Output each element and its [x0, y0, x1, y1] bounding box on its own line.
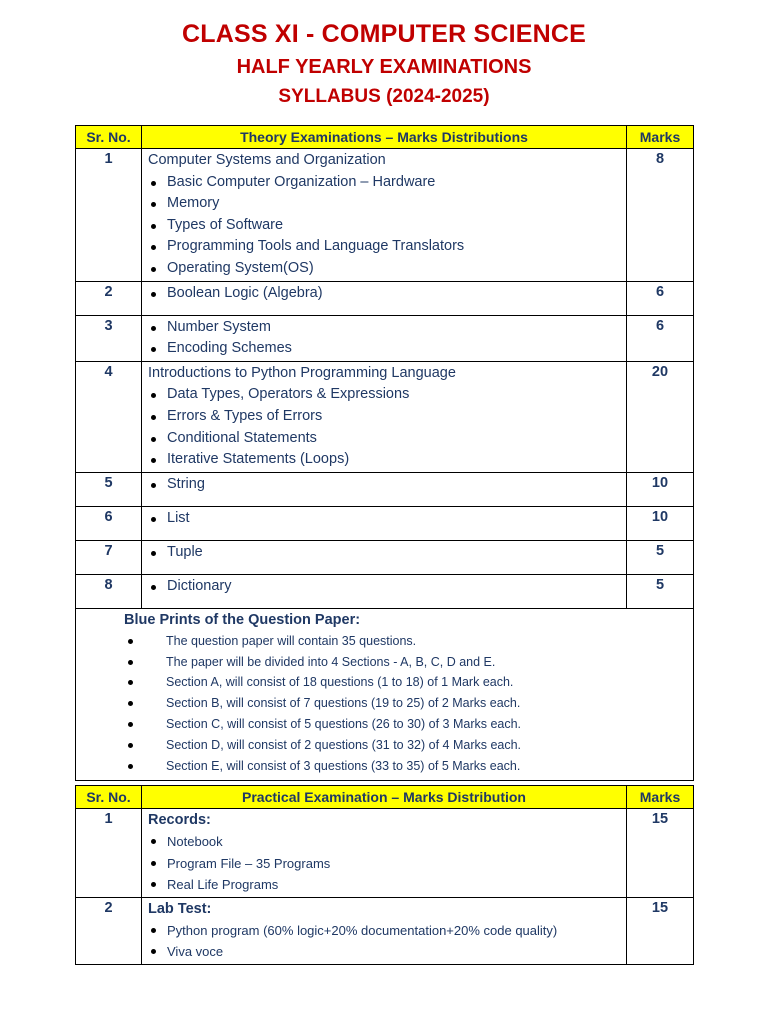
practical-item: Real Life Programs: [148, 874, 626, 896]
row-topics: [142, 472, 627, 506]
blueprint-item: Section D, will consist of 2 questions (31 to 32) of 4 Marks each.: [76, 735, 693, 756]
topic-item: List: [148, 508, 626, 530]
table-row: [76, 149, 694, 282]
header-sr-no: Sr. No.: [76, 126, 142, 149]
practical-heading: Records:: [148, 812, 211, 828]
row-marks: 8: [627, 149, 694, 282]
row-sr-no: 7: [76, 540, 142, 574]
table-row: [76, 574, 694, 608]
row-topics: [142, 361, 627, 472]
document-title: CLASS XI - COMPUTER SCIENCE: [181, 20, 587, 48]
table-row: [76, 506, 694, 540]
row-topics: [142, 809, 627, 898]
topic-item: Errors & Types of Errors: [148, 406, 626, 428]
header-description: Theory Examinations – Marks Distributions: [142, 126, 627, 149]
exam-subtitle: HALF YEARLY EXAMINATIONS: [236, 56, 532, 78]
practical-item: Python program (60% logic+20% documentation+20% code quality): [148, 920, 626, 942]
row-marks: 6: [627, 315, 694, 361]
row-sr-no: 6: [76, 506, 142, 540]
practical-item: Program File – 35 Programs: [148, 853, 626, 875]
table-header-row: [76, 126, 694, 149]
topic-title: Introductions to Python Programming Language: [148, 364, 456, 381]
row-topics: [142, 897, 627, 964]
topic-item: Memory: [148, 193, 626, 215]
blueprint-item: The paper will be divided into 4 Sections - A, B, C, D and E.: [76, 652, 693, 673]
row-sr-no: 2: [76, 281, 142, 315]
topic-item: Number System: [148, 317, 626, 339]
header-marks: Marks: [627, 126, 694, 149]
row-topics: [142, 506, 627, 540]
row-topics: [142, 540, 627, 574]
topic-title: Computer Systems and Organization: [148, 152, 386, 168]
row-marks: 15: [627, 809, 694, 898]
row-sr-no: 8: [76, 574, 142, 608]
topic-item: Tuple: [148, 542, 626, 564]
blueprint-heading: Blue Prints of the Question Paper:: [124, 611, 361, 628]
row-topics: [142, 574, 627, 608]
row-sr-no: 3: [76, 315, 142, 361]
header-sr-no: Sr. No.: [76, 786, 142, 809]
practical-item: Notebook: [148, 831, 626, 853]
blueprint-section: [76, 608, 694, 781]
table-row: [76, 540, 694, 574]
table-row: [76, 897, 694, 964]
topic-item: Boolean Logic (Algebra): [148, 283, 626, 305]
topic-item: Data Types, Operators & Expressions: [148, 384, 626, 406]
blueprint-row: [76, 608, 694, 781]
row-marks: 5: [627, 574, 694, 608]
row-topics: [142, 149, 627, 282]
row-sr-no: 1: [76, 149, 142, 282]
row-sr-no: 2: [76, 897, 142, 964]
practical-item: Viva voce: [148, 941, 626, 963]
row-marks: 10: [627, 472, 694, 506]
blueprint-item: Section E, will consist of 3 questions (33 to 35) of 5 Marks each.: [76, 756, 693, 777]
topic-item: Conditional Statements: [148, 428, 626, 450]
row-sr-no: 1: [76, 809, 142, 898]
blueprint-item: Section A, will consist of 18 questions (1 to 18) of 1 Mark each.: [76, 672, 693, 693]
blueprint-item: Section C, will consist of 5 questions (26 to 30) of 3 Marks each.: [76, 714, 693, 735]
topic-item: Dictionary: [148, 576, 626, 598]
blueprint-item: Section B, will consist of 7 questions (19 to 25) of 2 Marks each.: [76, 693, 693, 714]
topic-item: Operating System(OS): [148, 258, 626, 280]
topic-item: Encoding Schemes: [148, 338, 626, 360]
row-marks: 15: [627, 897, 694, 964]
topic-item: Iterative Statements (Loops): [148, 449, 626, 471]
table-row: [76, 315, 694, 361]
syllabus-year: SYLLABUS (2024-2025): [278, 86, 490, 107]
header-description: Practical Examination – Marks Distribution: [142, 786, 627, 809]
row-marks: 10: [627, 506, 694, 540]
practical-marks-table: [75, 785, 694, 965]
row-sr-no: 4: [76, 361, 142, 472]
blueprint-item: The question paper will contain 35 questions.: [76, 631, 693, 652]
table-row: [76, 472, 694, 506]
topic-item: Types of Software: [148, 215, 626, 237]
table-row: [76, 809, 694, 898]
theory-marks-table: [75, 125, 694, 781]
topic-item: String: [148, 474, 626, 496]
row-marks: 20: [627, 361, 694, 472]
topic-item: Programming Tools and Language Translators: [148, 236, 626, 258]
table-row: [76, 361, 694, 472]
topic-item: Basic Computer Organization – Hardware: [148, 172, 626, 194]
row-marks: 6: [627, 281, 694, 315]
row-topics: [142, 315, 627, 361]
table-row: [76, 281, 694, 315]
row-topics: [142, 281, 627, 315]
row-marks: 5: [627, 540, 694, 574]
table-header-row: [76, 786, 694, 809]
practical-heading: Lab Test:: [148, 900, 212, 917]
header-marks: Marks: [627, 786, 694, 809]
row-sr-no: 5: [76, 472, 142, 506]
